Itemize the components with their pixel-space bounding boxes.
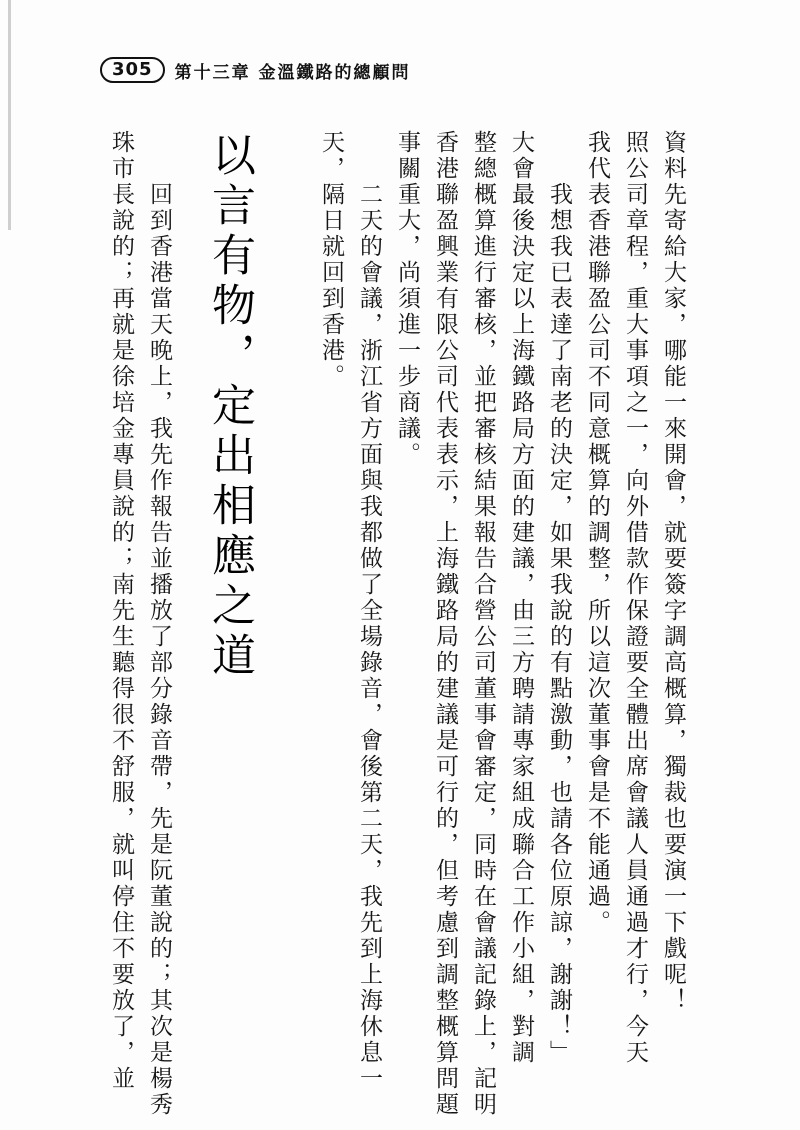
text-column: 事關重大，尚須進一步商議。	[394, 130, 420, 468]
text-column: 照公司章程，重大事項之一，向外借款作保證要全體出席會議人員通過才行，今天	[622, 130, 648, 1066]
body-text	[100, 130, 710, 1118]
page-number: 305	[100, 57, 165, 83]
text-column: 香港聯盈興業有限公司代表表示，上海鐵路局的建議是可行的，但考慮到調整概算問題	[432, 130, 458, 1118]
page-edge-shadow	[8, 0, 11, 230]
text-column: 回到香港當天晚上，我先作報告並播放了部分錄音帶，先是阮董說的；其次是楊秀	[146, 182, 172, 1118]
chapter-title: 第十三章 金溫鐵路的總顧問	[174, 62, 411, 83]
text-column: 天，隔日就回到香港。	[318, 130, 344, 390]
text-column: 珠市長說的；再就是徐培金專員說的；南先生聽得很不舒服，就叫停住不要放了，並	[108, 130, 134, 1092]
section-heading: 以言有物，定出相應之道	[204, 132, 255, 682]
text-column: 整總概算進行審核，並把審核結果報告合營公司董事會審定，同時在會議記錄上，記明	[470, 130, 496, 1118]
running-header	[100, 56, 411, 84]
text-column: 我代表香港聯盈公司不同意概算的調整，所以這次董事會是不能通過。	[584, 130, 610, 936]
text-column: 二天的會議，浙江省方面與我都做了全場錄音，會後第二天，我先到上海休息一	[356, 182, 382, 1092]
text-column: 資料先寄給大家，哪能一來開會，就要簽字調高概算，獨裁也要演一下戲呢！	[660, 130, 686, 1014]
text-column: 我想我已表達了南老的決定，如果我說的有點激動，也請各位原諒，謝謝！」	[546, 182, 572, 1066]
text-column: 大會最後決定以上海鐵路局方面的建議，由三方聘請專家組成聯合工作小組，對調	[508, 130, 534, 1066]
